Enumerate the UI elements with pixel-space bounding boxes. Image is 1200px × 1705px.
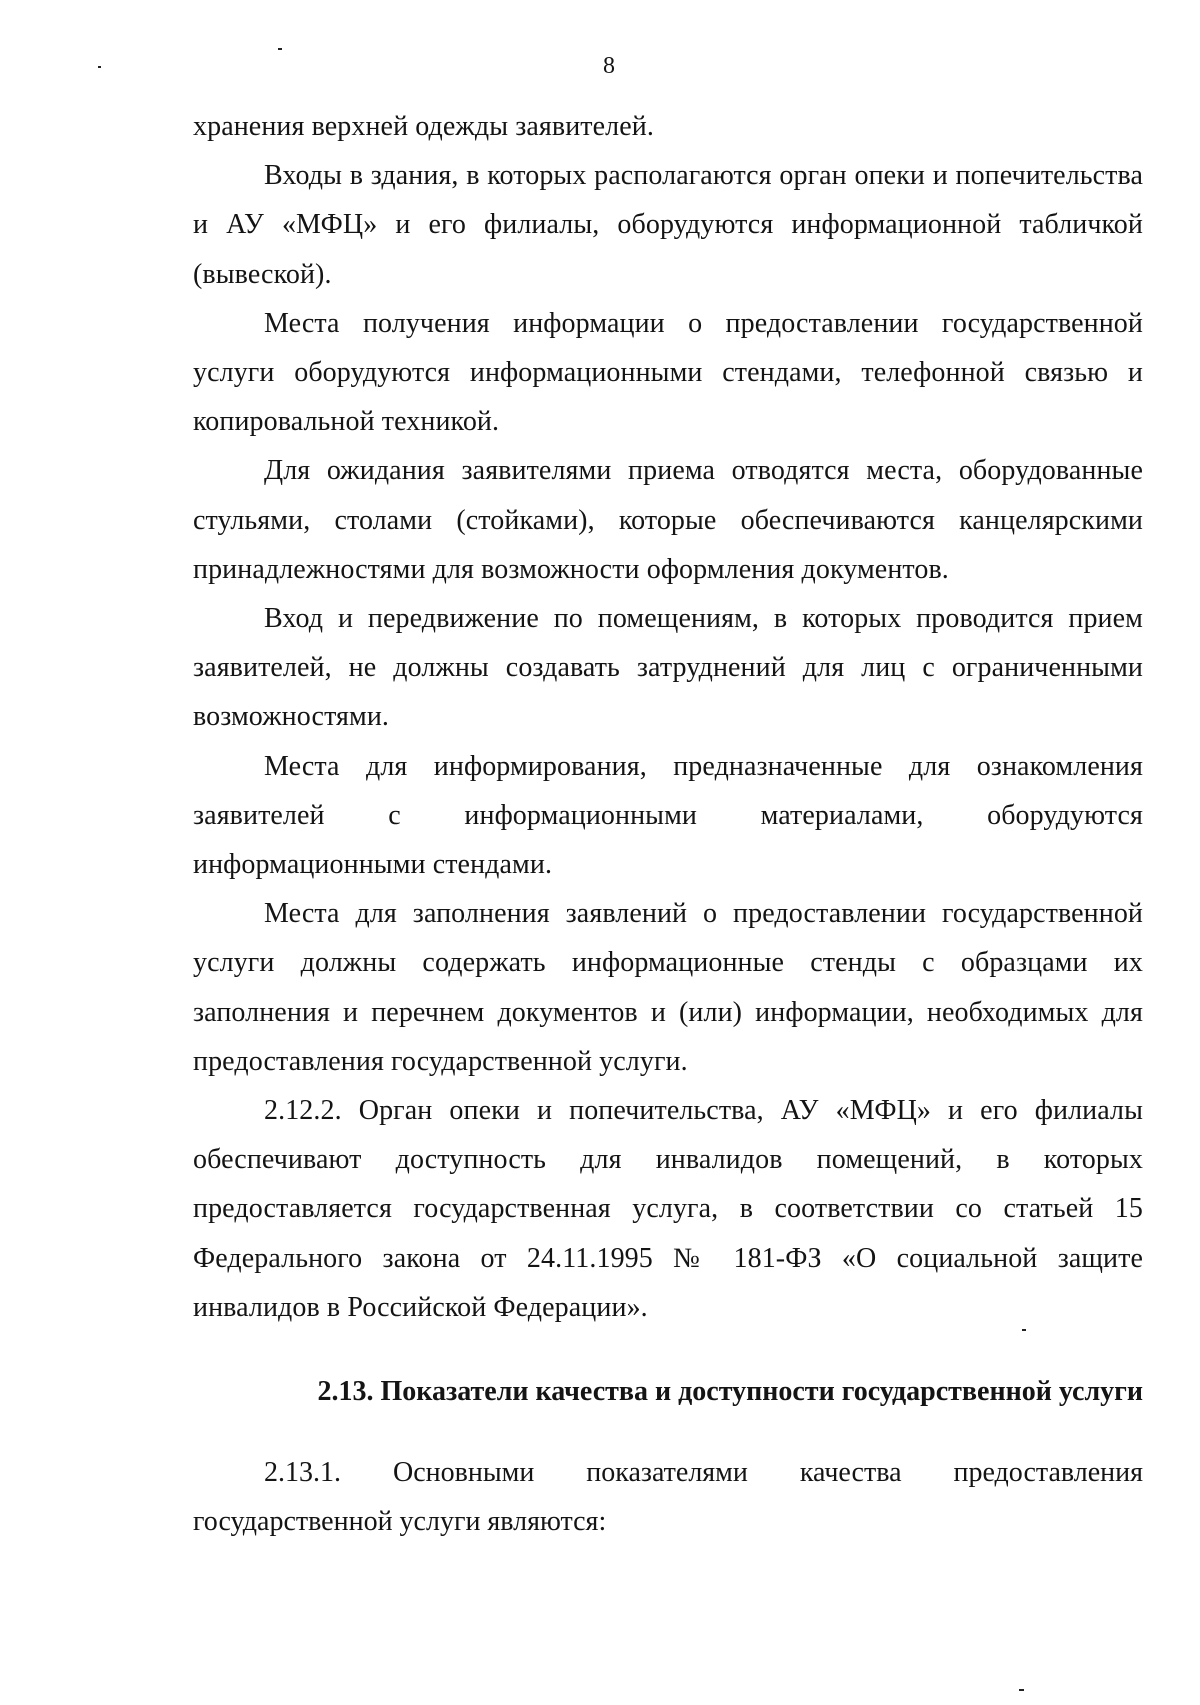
section-heading: 2.13. Показатели качества и доступности государственной услуги bbox=[317, 1376, 1143, 1407]
paragraph-informing-places: Места для информирования, предназначенные для ознакомления заявителей с информационными материалами, оборудуются информационными стендами. bbox=[193, 750, 1143, 881]
section-body-text bbox=[193, 1448, 1143, 1546]
body-text bbox=[193, 102, 1143, 1332]
paragraph-information-places: Места получения информации о предоставлении государственной услуги оборудуются информационными стендами, телефонной связью и копировальной техникой. bbox=[193, 307, 1143, 438]
scan-speck bbox=[98, 66, 101, 68]
paragraph-entrances: Входы в здания, в которых располагаются орган опеки и попечительства и АУ «МФЦ» и его филиалы, оборудуются информационной табличкой (вывеской). bbox=[193, 160, 1143, 290]
scan-speck bbox=[1019, 1689, 1024, 1691]
paragraph-continuation: хранения верхней одежды заявителей. bbox=[193, 111, 654, 142]
scan-speck bbox=[1022, 1329, 1026, 1331]
paragraph-application-places: Места для заполнения заявлений о предоставлении государственной услуги должны содержать информационные стенды с образцами их заполнения и перечнем документов и (или) информации, необходимых для предоставления государственной услуги. bbox=[193, 898, 1143, 1077]
paragraph-2-12-2: 2.12.2. Орган опеки и попечительства, АУ «МФЦ» и его филиалы обеспечивают доступность для инвалидов помещений, в которых предоставляется государственная услуга, в соответствии со статьей 15 Федерального закона от 24.11.1995 № 181-ФЗ «О социальной защите инвалидов в Российской Федерации». bbox=[193, 1095, 1143, 1323]
paragraph-accessibility: Вход и передвижение по помещениям, в которых проводится прием заявителей, не должны создавать затруднений для лиц с ограниченными возможностями. bbox=[193, 603, 1143, 733]
paragraph-2-13-1: 2.13.1. Основными показателями качества предоставления государственной услуги являются: bbox=[193, 1457, 1143, 1538]
paragraph-waiting-places: Для ожидания заявителями приема отводятся места, оборудованные стульями, столами (стойками), которые обеспечиваются канцелярскими принадлежностями для возможности оформления документов. bbox=[193, 455, 1143, 585]
scan-speck bbox=[278, 48, 282, 50]
page-number: 8 bbox=[603, 53, 615, 79]
